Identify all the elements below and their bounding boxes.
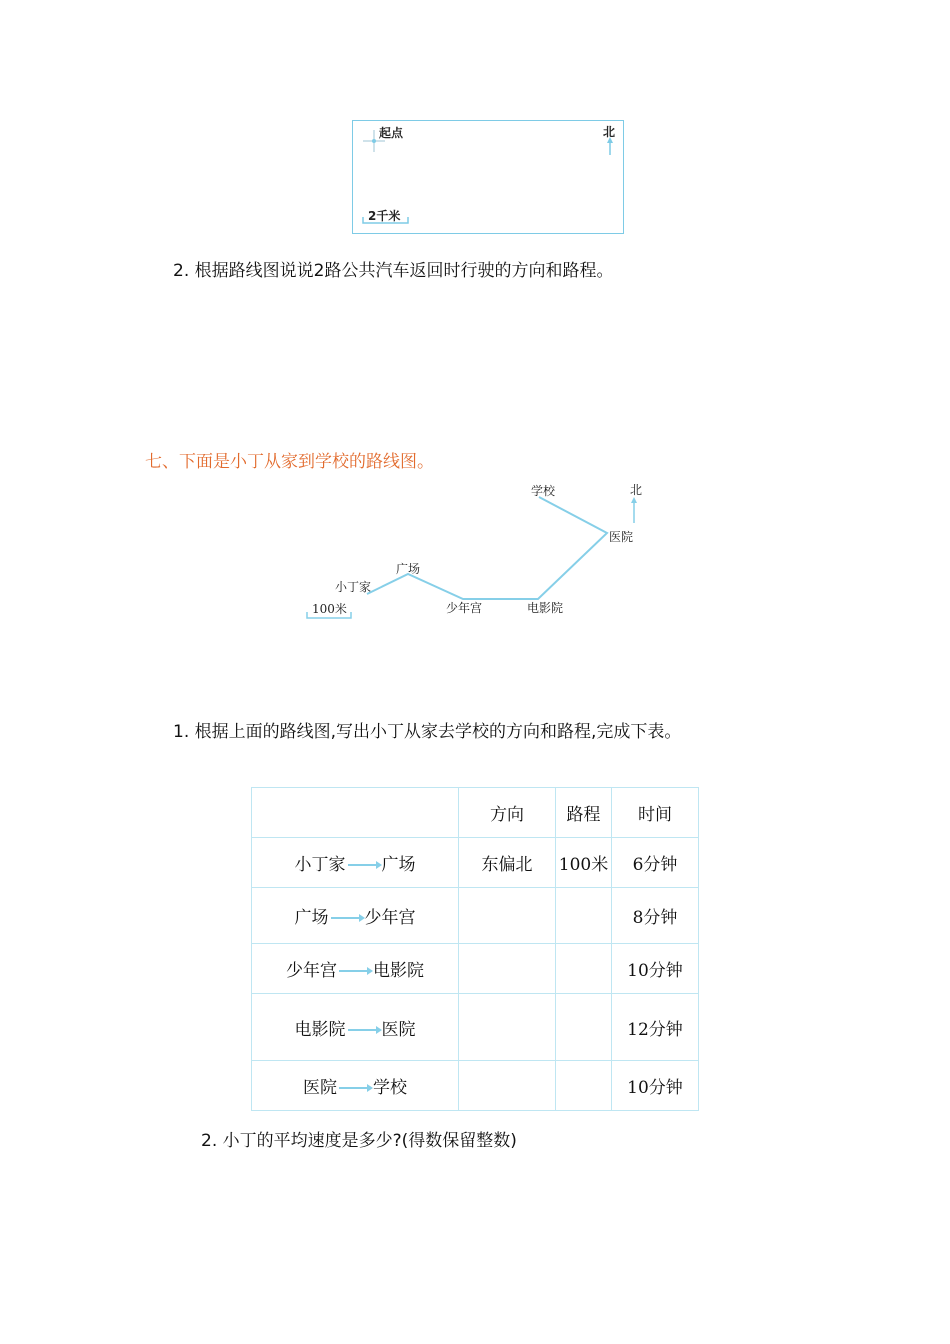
direction-cell [459,994,556,1061]
table-row [252,1061,699,1111]
segment-from: 广场 [294,908,329,928]
label-cinema: 电影院 [527,601,564,615]
question-7-1: 1. 根据上面的路线图,写出小丁从家去学校的方向和路程,完成下表。 [173,722,682,742]
distance-cell [556,944,612,994]
arrow-icon [339,1087,371,1089]
segment-from: 医院 [303,1078,337,1098]
label-scale: 100米 [312,602,347,616]
distance-cell: 100米 [556,838,612,888]
label-school: 学校 [531,484,556,498]
time-cell: 12分钟 [612,994,699,1061]
bus-route-map [352,120,624,234]
label-home: 小丁家 [335,580,372,594]
label-youth-palace: 少年宫 [446,601,483,615]
header-cell-blank [252,788,459,838]
header-time: 时间 [612,788,699,838]
table-row [252,944,699,994]
section-7-title: 七、下面是小丁从家到学校的路线图。 [145,452,434,472]
north-label: 北 [603,125,616,139]
table-row [252,838,699,888]
start-label: 起点 [379,126,404,140]
distance-cell [556,888,612,944]
question-top-2: 2. 根据路线图说说2路公共汽车返回时行驶的方向和路程。 [173,261,614,281]
direction-cell [459,944,556,994]
school-route-map [300,475,680,625]
header-distance: 路程 [556,788,612,838]
scale-label: 2千米 [368,209,401,223]
arrow-icon [331,917,363,919]
distance-cell [556,994,612,1061]
segment-from: 小丁家 [294,855,346,875]
segment-to: 电影院 [373,961,424,981]
time-cell: 10分钟 [612,1061,699,1111]
time-cell: 8分钟 [612,888,699,944]
label-hospital: 医院 [609,530,634,544]
table-row [252,888,699,944]
segment-from: 电影院 [294,1019,346,1040]
label-square: 广场 [396,562,421,576]
time-cell: 6分钟 [612,838,699,888]
time-cell: 10分钟 [612,944,699,994]
arrow-icon [348,864,380,866]
segment-to: 医院 [381,1019,416,1040]
segment-to: 广场 [381,855,416,875]
table-row [252,994,699,1061]
direction-cell [459,1061,556,1111]
header-direction: 方向 [459,788,556,838]
route-path [367,497,607,599]
question-7-2: 2. 小丁的平均速度是多少?(得数保留整数) [201,1131,517,1151]
segment-from: 少年宫 [286,961,337,981]
route-table [251,787,699,1111]
label-north: 北 [630,483,643,497]
arrow-icon [339,970,371,972]
route-lines [300,475,680,625]
segment-cell [252,994,459,1061]
segment-cell [252,888,459,944]
direction-cell: 东偏北 [459,838,556,888]
distance-cell [556,1061,612,1111]
segment-to: 少年宫 [364,908,416,928]
segment-cell [252,944,459,994]
segment-cell [252,838,459,888]
arrow-icon [348,1029,380,1031]
table-header-row [252,788,699,838]
segment-cell [252,1061,459,1111]
direction-cell [459,888,556,944]
start-point [372,139,376,143]
segment-to: 学校 [373,1078,407,1098]
